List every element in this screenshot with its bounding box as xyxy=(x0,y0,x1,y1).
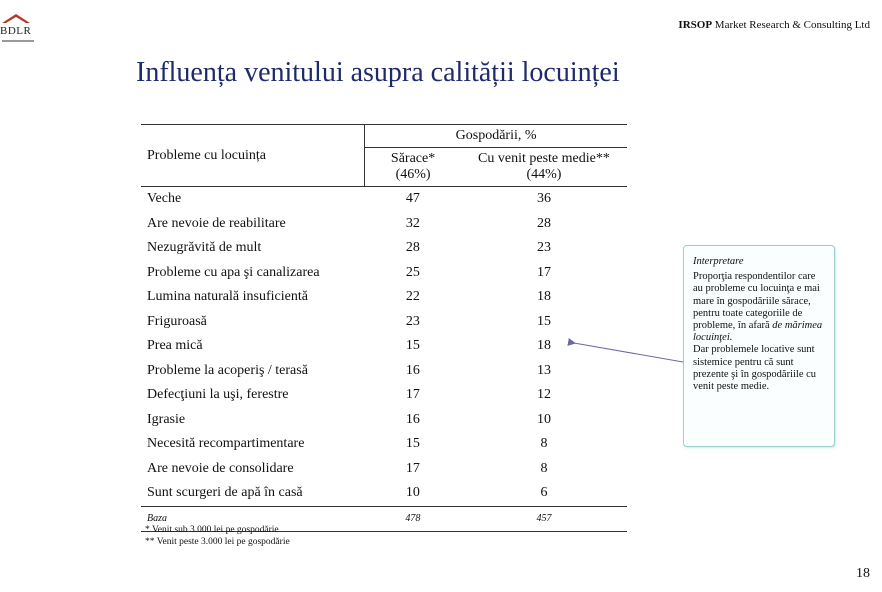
table-row xyxy=(141,432,627,457)
table-row xyxy=(141,310,627,335)
row-header: Probleme cu locuința xyxy=(141,125,365,187)
row-label: Veche xyxy=(147,191,182,207)
table-row xyxy=(141,261,627,286)
value-poor: 47 xyxy=(405,191,420,207)
value-poor: 10 xyxy=(405,485,420,501)
value-above-average: 15 xyxy=(536,313,551,329)
row-label: Sunt scurgeri de apă în casă xyxy=(147,485,303,501)
table-row xyxy=(141,212,627,237)
page-number: 18 xyxy=(856,566,870,581)
row-label: Are nevoie de reabilitare xyxy=(147,215,286,231)
value-above-average: 28 xyxy=(536,215,551,231)
row-label: Necesită recompartimentare xyxy=(147,436,305,452)
value-poor: 15 xyxy=(405,338,420,354)
value-poor: 22 xyxy=(405,289,420,305)
value-above-average: 10 xyxy=(536,411,551,427)
table-row xyxy=(141,457,627,482)
value-above-average: 6 xyxy=(540,485,548,501)
table-row xyxy=(141,285,627,310)
row-label: Lumina naturală insuficientă xyxy=(147,289,308,305)
col-header-above-average: Cu venit peste medie** (44%) xyxy=(461,148,627,187)
interpretation-box xyxy=(683,245,835,447)
table-row xyxy=(141,481,627,506)
table-row xyxy=(141,383,627,408)
table-body xyxy=(141,187,627,507)
group-header: Gospodării, % xyxy=(365,125,627,148)
table-row xyxy=(141,334,627,359)
table-row xyxy=(141,359,627,384)
row-label: Defecţiuni la uşi, ferestre xyxy=(147,387,289,403)
row-label: Probleme la acoperiş / terasă xyxy=(147,362,308,378)
value-poor: 32 xyxy=(405,215,420,231)
table-row xyxy=(141,408,627,433)
value-above-average: 18 xyxy=(536,338,551,354)
row-label: Friguroasă xyxy=(147,313,207,329)
value-poor: 23 xyxy=(405,313,420,329)
value-poor: 25 xyxy=(405,264,420,280)
value-poor: 17 xyxy=(405,460,420,476)
value-poor: 16 xyxy=(405,411,420,427)
value-above-average: 36 xyxy=(536,191,551,207)
base-row: Baza 478 457 xyxy=(141,506,627,532)
value-above-average: 23 xyxy=(536,240,551,256)
row-label: Are nevoie de consolidare xyxy=(147,460,294,476)
value-above-average: 8 xyxy=(540,436,548,452)
value-poor: 15 xyxy=(405,436,420,452)
logo-text: BDLR xyxy=(0,25,32,37)
row-label: Probleme cu apa şi canalizarea xyxy=(147,264,320,280)
bdlr-logo xyxy=(0,14,40,48)
interpretation-text: Proporţia respondentilor care au probleme cu locuinţa e mai mare în gospodăriile sărace, pentru toate categoriile de probleme, în afară de mărimea locuinţei. xyxy=(693,271,823,344)
housing-problems-table xyxy=(141,124,627,532)
col-header-poor: Sărace* (46%) xyxy=(365,148,461,187)
row-label: Nezugrăvită de mult xyxy=(147,240,262,256)
table-row xyxy=(141,187,627,212)
value-poor: 16 xyxy=(405,362,420,378)
footnotes: * Venit sub 3.000 lei pe gospodărie ** Venit peste 3.000 lei pe gospodărie xyxy=(145,525,290,547)
interpretation-heading: Interpretare xyxy=(693,256,744,267)
interpretation-text-2: Dar problemele locative sunt sistemice pentru că sunt prezente şi în gospodăriile cu venit peste medie. xyxy=(693,344,817,393)
page-title: Influența venitului asupra calității locuinței xyxy=(136,57,620,88)
value-above-average: 8 xyxy=(540,460,548,476)
table-row xyxy=(141,236,627,261)
value-above-average: 17 xyxy=(536,264,551,280)
value-above-average: 12 xyxy=(536,387,551,403)
row-label: Igrasie xyxy=(147,411,186,427)
value-above-average: 18 xyxy=(536,289,551,305)
company-name: IRSOP Market Research & Consulting Ltd xyxy=(678,19,870,31)
value-poor: 17 xyxy=(405,387,420,403)
value-above-average: 13 xyxy=(536,362,551,378)
value-poor: 28 xyxy=(405,240,420,256)
row-label: Prea mică xyxy=(147,338,203,354)
